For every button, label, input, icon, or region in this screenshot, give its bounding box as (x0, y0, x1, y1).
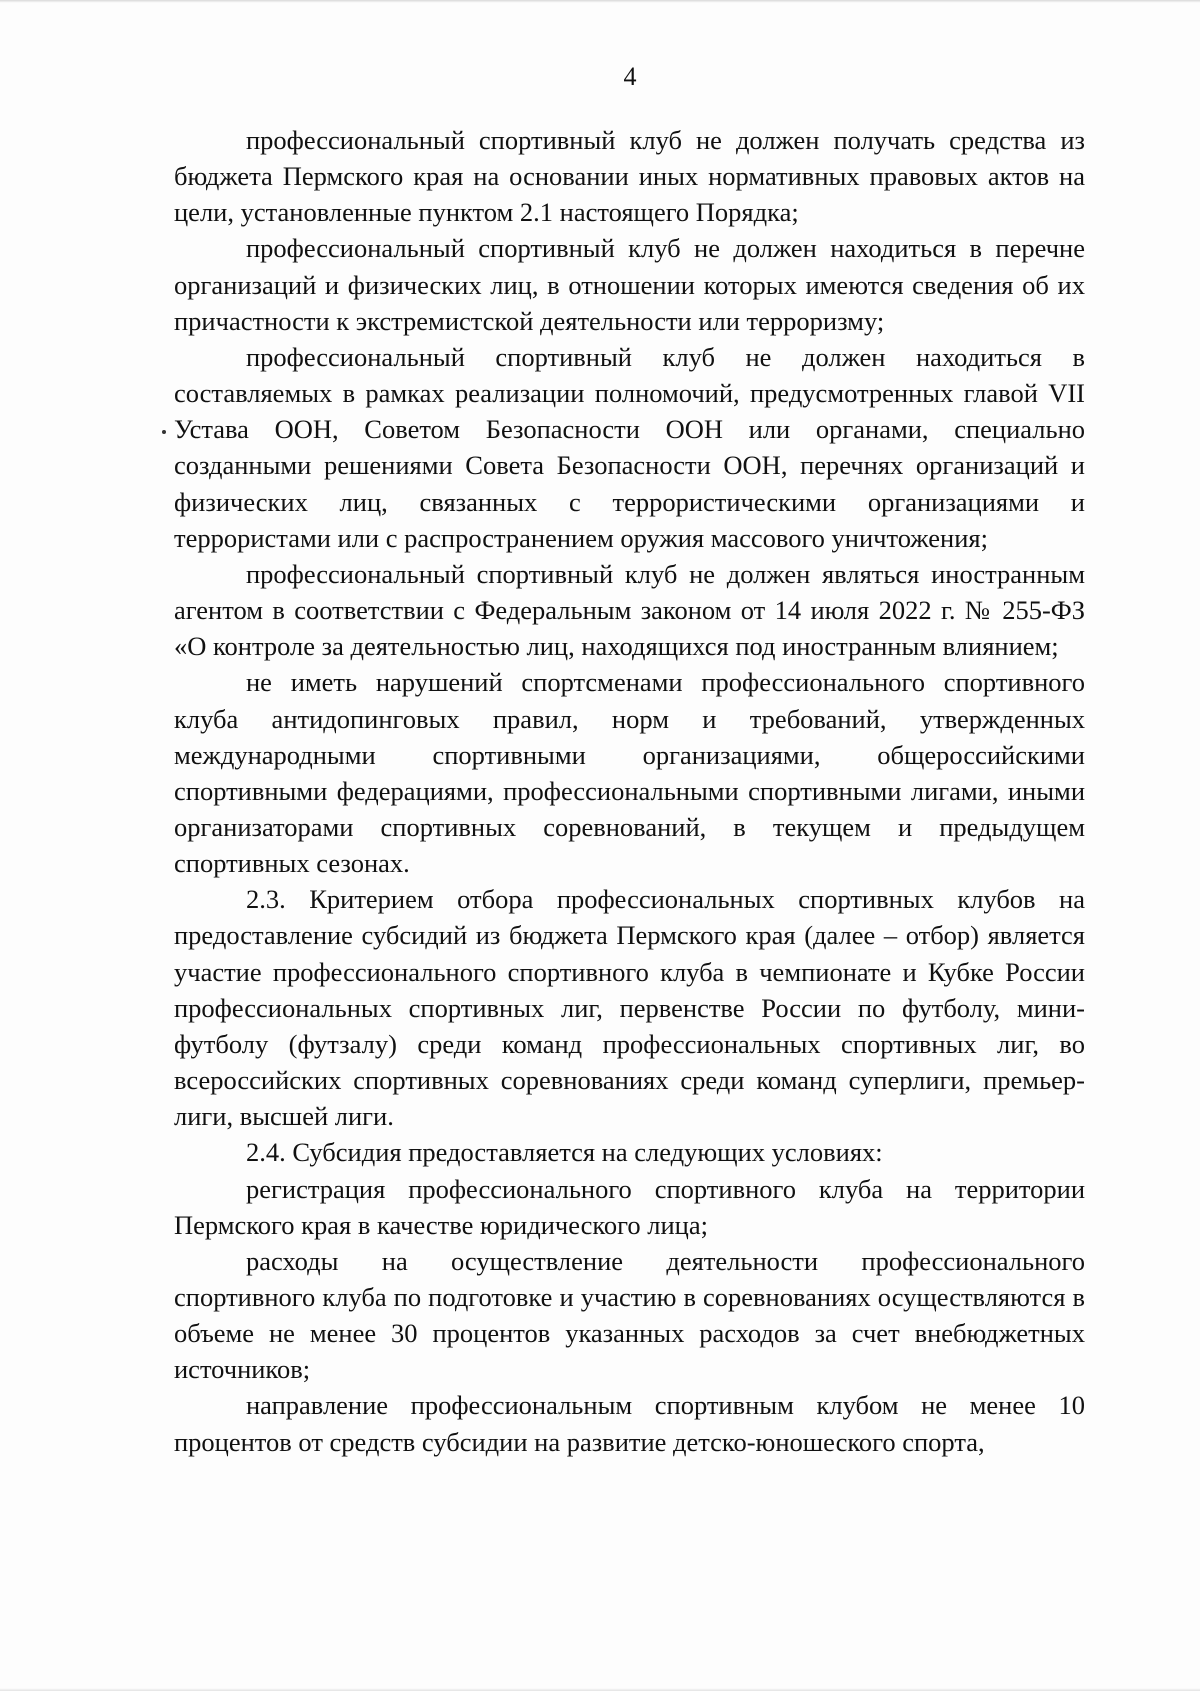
paragraph-un-lists: профессиональный спортивный клуб не должен находиться в составляемых в рамках реализации полномочий, предусмотренных главой VII Устава ООН, Советом Безопасности ООН или органами, специально созданными решениями Совета Безопасности ООН, перечнях организаций и физических лиц, связанных с террористическими организациями и террористами или с распространением оружия массового уничтожения; (174, 341, 1085, 553)
paragraph-subsidy-conditions: 2.4. Субсидия предоставляется на следующих условиях: (246, 1137, 883, 1168)
paragraph-selection-criterion: 2.3. Критерием отбора профессиональных спортивных клубов на предоставление субсидий из бюджета Пермского края (далее – отбор) является участие профессионального спортивного клуба в чемпионате и Кубке России профессиональных спортивных лиг, первенстве России по футболу, мини-футболу (футзалу) среди команд профессиональных спортивных лиг, во всероссийских спортивных соревнованиях среди команд суперлиги, премьер-лиги, высшей лиги. (174, 884, 1085, 1132)
paragraph-expenses: расходы на осуществление деятельности профессионального спортивного клуба по подготовке и участию в соревнованиях осуществляются в объеме не менее 30 процентов указанных расходов за счет внебюджетных источников; (174, 1245, 1085, 1385)
document-body (174, 122, 1085, 1460)
scan-edge-top (0, 0, 1200, 3)
page-number: 4 (623, 62, 637, 91)
paragraph-youth-sport: направление профессиональным спортивным клубом не менее 10 процентов от средств субсидии на развитие детско-юношеского спорта, (174, 1390, 1085, 1457)
paragraph-registration: регистрация профессионального спортивного клуба на территории Пермского края в качестве юридического лица; (174, 1173, 1085, 1240)
paragraph-budget-funds: профессиональный спортивный клуб не должен получать средства из бюджета Пермского края на основании иных нормативных правовых актов на цели, установленные пунктом 2.1 настоящего Порядка; (174, 125, 1085, 228)
paragraph-extremism-list: профессиональный спортивный клуб не должен находиться в перечне организаций и физических лиц, в отношении которых имеются сведения об их причастности к экстремистской деятельности или терроризму; (174, 233, 1085, 336)
paragraph-anti-doping: не иметь нарушений спортсменами профессионального спортивного клуба антидопинговых правил, норм и требований, утвержденных международными спортивными организациями, общероссийскими спортивными федерациями, профессиональными спортивными лигами, иными организаторами спортивных соревнований, в текущем и предыдущем спортивных сезонах. (174, 667, 1085, 879)
paragraph-foreign-agent: профессиональный спортивный клуб не должен являться иностранным агентом в соответствии с Федеральным законом от 14 июля 2022 г. № 255-ФЗ «О контроле за деятельностью лиц, находящихся под иностранным влиянием; (174, 558, 1085, 662)
scan-dot-mark (162, 430, 166, 434)
